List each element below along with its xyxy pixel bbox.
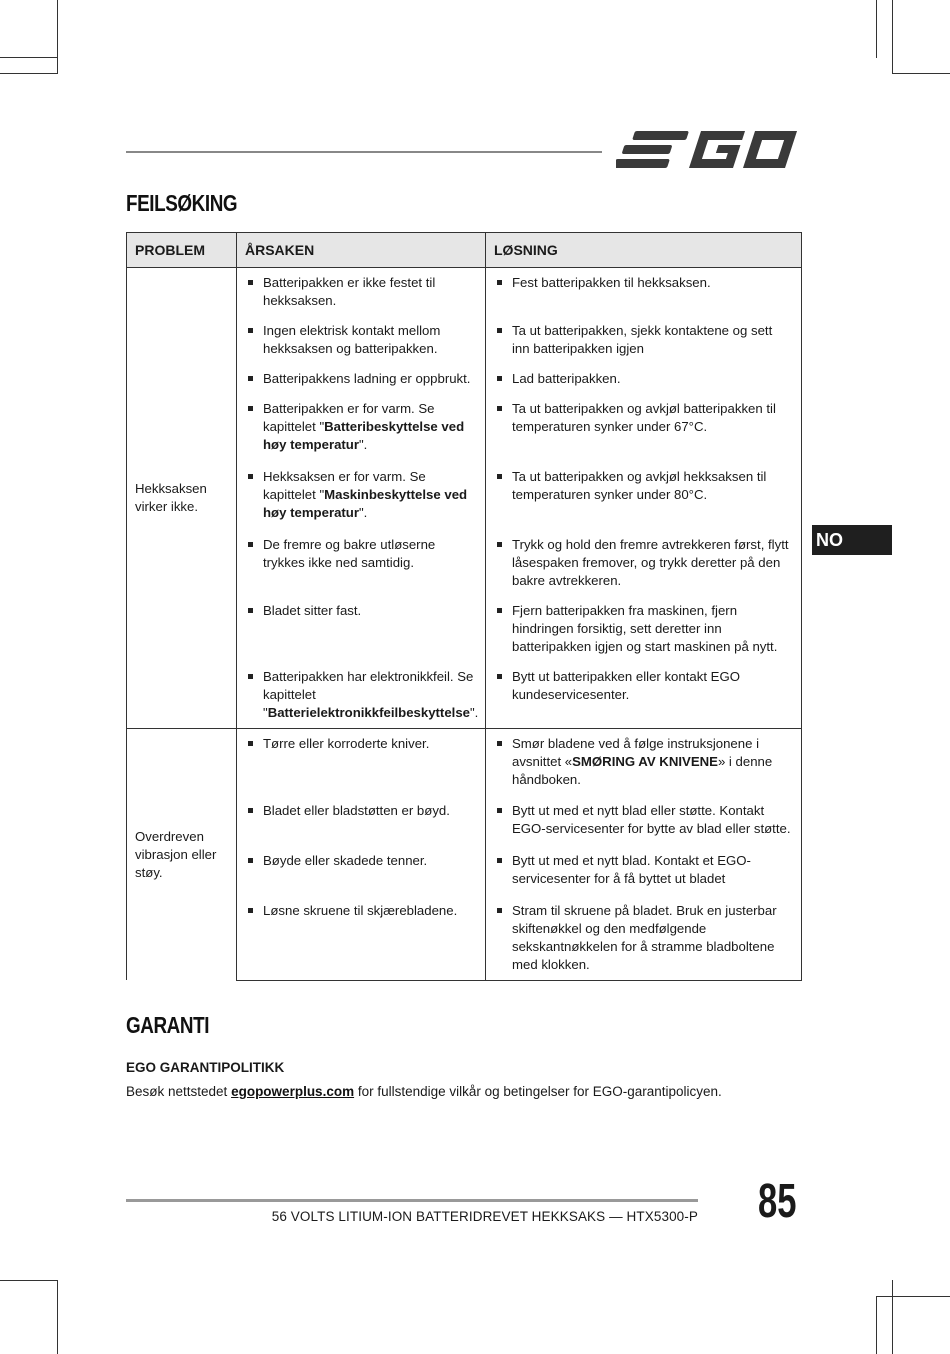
cause-cell: Ingen elektrisk kontakt mellom hekksaksen og batteripakken. [237, 316, 486, 364]
crop-mark [892, 1280, 893, 1354]
cause-cell: Tørre eller korroderte kniver. [237, 729, 486, 796]
page-number: 85 [758, 1175, 797, 1228]
cause-cell: Hekksaksen er for varm. Se kapittelet "Maskinbeskyttelse ved høy temperatur". [237, 462, 486, 530]
cause-cell: Bladet sitter fast. [237, 596, 486, 662]
warranty-text [126, 1084, 722, 1099]
solution-cell: Lad batteripakken. [486, 364, 802, 394]
crop-mark [876, 1296, 894, 1297]
warranty-text-pre: Besøk nettstedet [126, 1084, 232, 1099]
solution-cell: Fjern batteripakken fra maskinen, fjern hindringen forsiktig, sett deretter inn batteripakken igjen og start maskinen på nytt. [486, 596, 802, 662]
table-header-row [127, 233, 802, 268]
cause-cell: Batteripakken har elektronikkfeil. Se kapittelet "Batterielektronikkfeilbeskyttelse". [237, 662, 486, 729]
solution-cell: Ta ut batteripakken, sjekk kontaktene og sett inn batteripakken igjen [486, 316, 802, 364]
solution-cell: Ta ut batteripakken og avkjøl hekksaksen til temperaturen synker under 80°C. [486, 462, 802, 530]
problem-cell: Hekksaksen virker ikke. [127, 268, 237, 729]
crop-mark [876, 1296, 877, 1354]
crop-mark [0, 73, 58, 74]
crop-mark [892, 1296, 950, 1297]
solution-cell: Bytt ut batteripakken eller kontakt EGO kundeservicesenter. [486, 662, 802, 729]
language-tab: NO [812, 525, 892, 555]
crop-mark [892, 0, 893, 74]
solution-cell: Ta ut batteripakken og avkjøl batteripakken til temperaturen synker under 67°C. [486, 394, 802, 462]
header-solution: LØSNING [486, 233, 802, 268]
crop-mark [0, 1280, 58, 1281]
troubleshooting-table [126, 232, 802, 981]
cause-cell: Løsne skruene til skjærebladene. [237, 896, 486, 981]
cause-cell: Batteripakken er ikke festet til hekksaksen. [237, 268, 486, 317]
crop-mark [0, 57, 58, 58]
solution-cell: Bytt ut med et nytt blad eller støtte. Kontakt EGO-servicesenter for bytte av blad eller støtte. [486, 796, 802, 846]
cause-cell: Batteripakken er for varm. Se kapittelet "Batteribeskyttelse ved høy temperatur". [237, 394, 486, 462]
cause-cell: Bøyde eller skadede tenner. [237, 846, 486, 896]
ego-logo [616, 128, 800, 172]
solution-cell: Fest batteripakken til hekksaksen. [486, 268, 802, 317]
crop-mark [876, 0, 877, 58]
crop-mark [57, 1280, 58, 1354]
crop-mark [892, 73, 950, 74]
header-rule [126, 151, 602, 153]
warranty-link[interactable]: egopowerplus.com [231, 1084, 355, 1099]
solution-cell: Trykk og hold den fremre avtrekkeren først, flytt låsespaken fremover, og trykk deretter på den bakre avtrekkeren. [486, 530, 802, 596]
solution-cell: Smør bladene ved å følge instruksjonene i avsnittet «SMØRING AV KNIVENE» i denne håndboken. [486, 729, 802, 796]
table-row [127, 729, 802, 796]
solution-cell: Bytt ut med et nytt blad. Kontakt et EGO-servicesenter for å få byttet ut bladet [486, 846, 802, 896]
warranty-title: GARANTI [126, 1012, 210, 1038]
troubleshooting-title: FEILSØKING [126, 190, 238, 216]
table-row [127, 268, 802, 317]
problem-cell: Overdreven vibrasjon eller støy. [127, 729, 237, 981]
header-problem: PROBLEM [127, 233, 237, 268]
header-cause: ÅRSAKEN [237, 233, 486, 268]
cause-cell: Batteripakkens ladning er oppbrukt. [237, 364, 486, 394]
cause-cell: De fremre og bakre utløserne trykkes ikke ned samtidig. [237, 530, 486, 596]
warranty-text-post: for fullstendige vilkår og betingelser for EGO-garantipolicyen. [354, 1084, 722, 1099]
footer-rule [126, 1199, 698, 1202]
footer-product-text: 56 VOLTS LITIUM-ION BATTERIDREVET HEKKSAKS — HTX5300-P [271, 1209, 698, 1224]
solution-cell: Stram til skruene på bladet. Bruk en justerbar skiftenøkkel og den medfølgende sekskantnøkkelen for å stramme bladboltene med klokken. [486, 896, 802, 981]
crop-mark [57, 0, 58, 74]
warranty-subtitle: EGO GARANTIPOLITIKK [126, 1060, 285, 1075]
cause-cell: Bladet eller bladstøtten er bøyd. [237, 796, 486, 846]
